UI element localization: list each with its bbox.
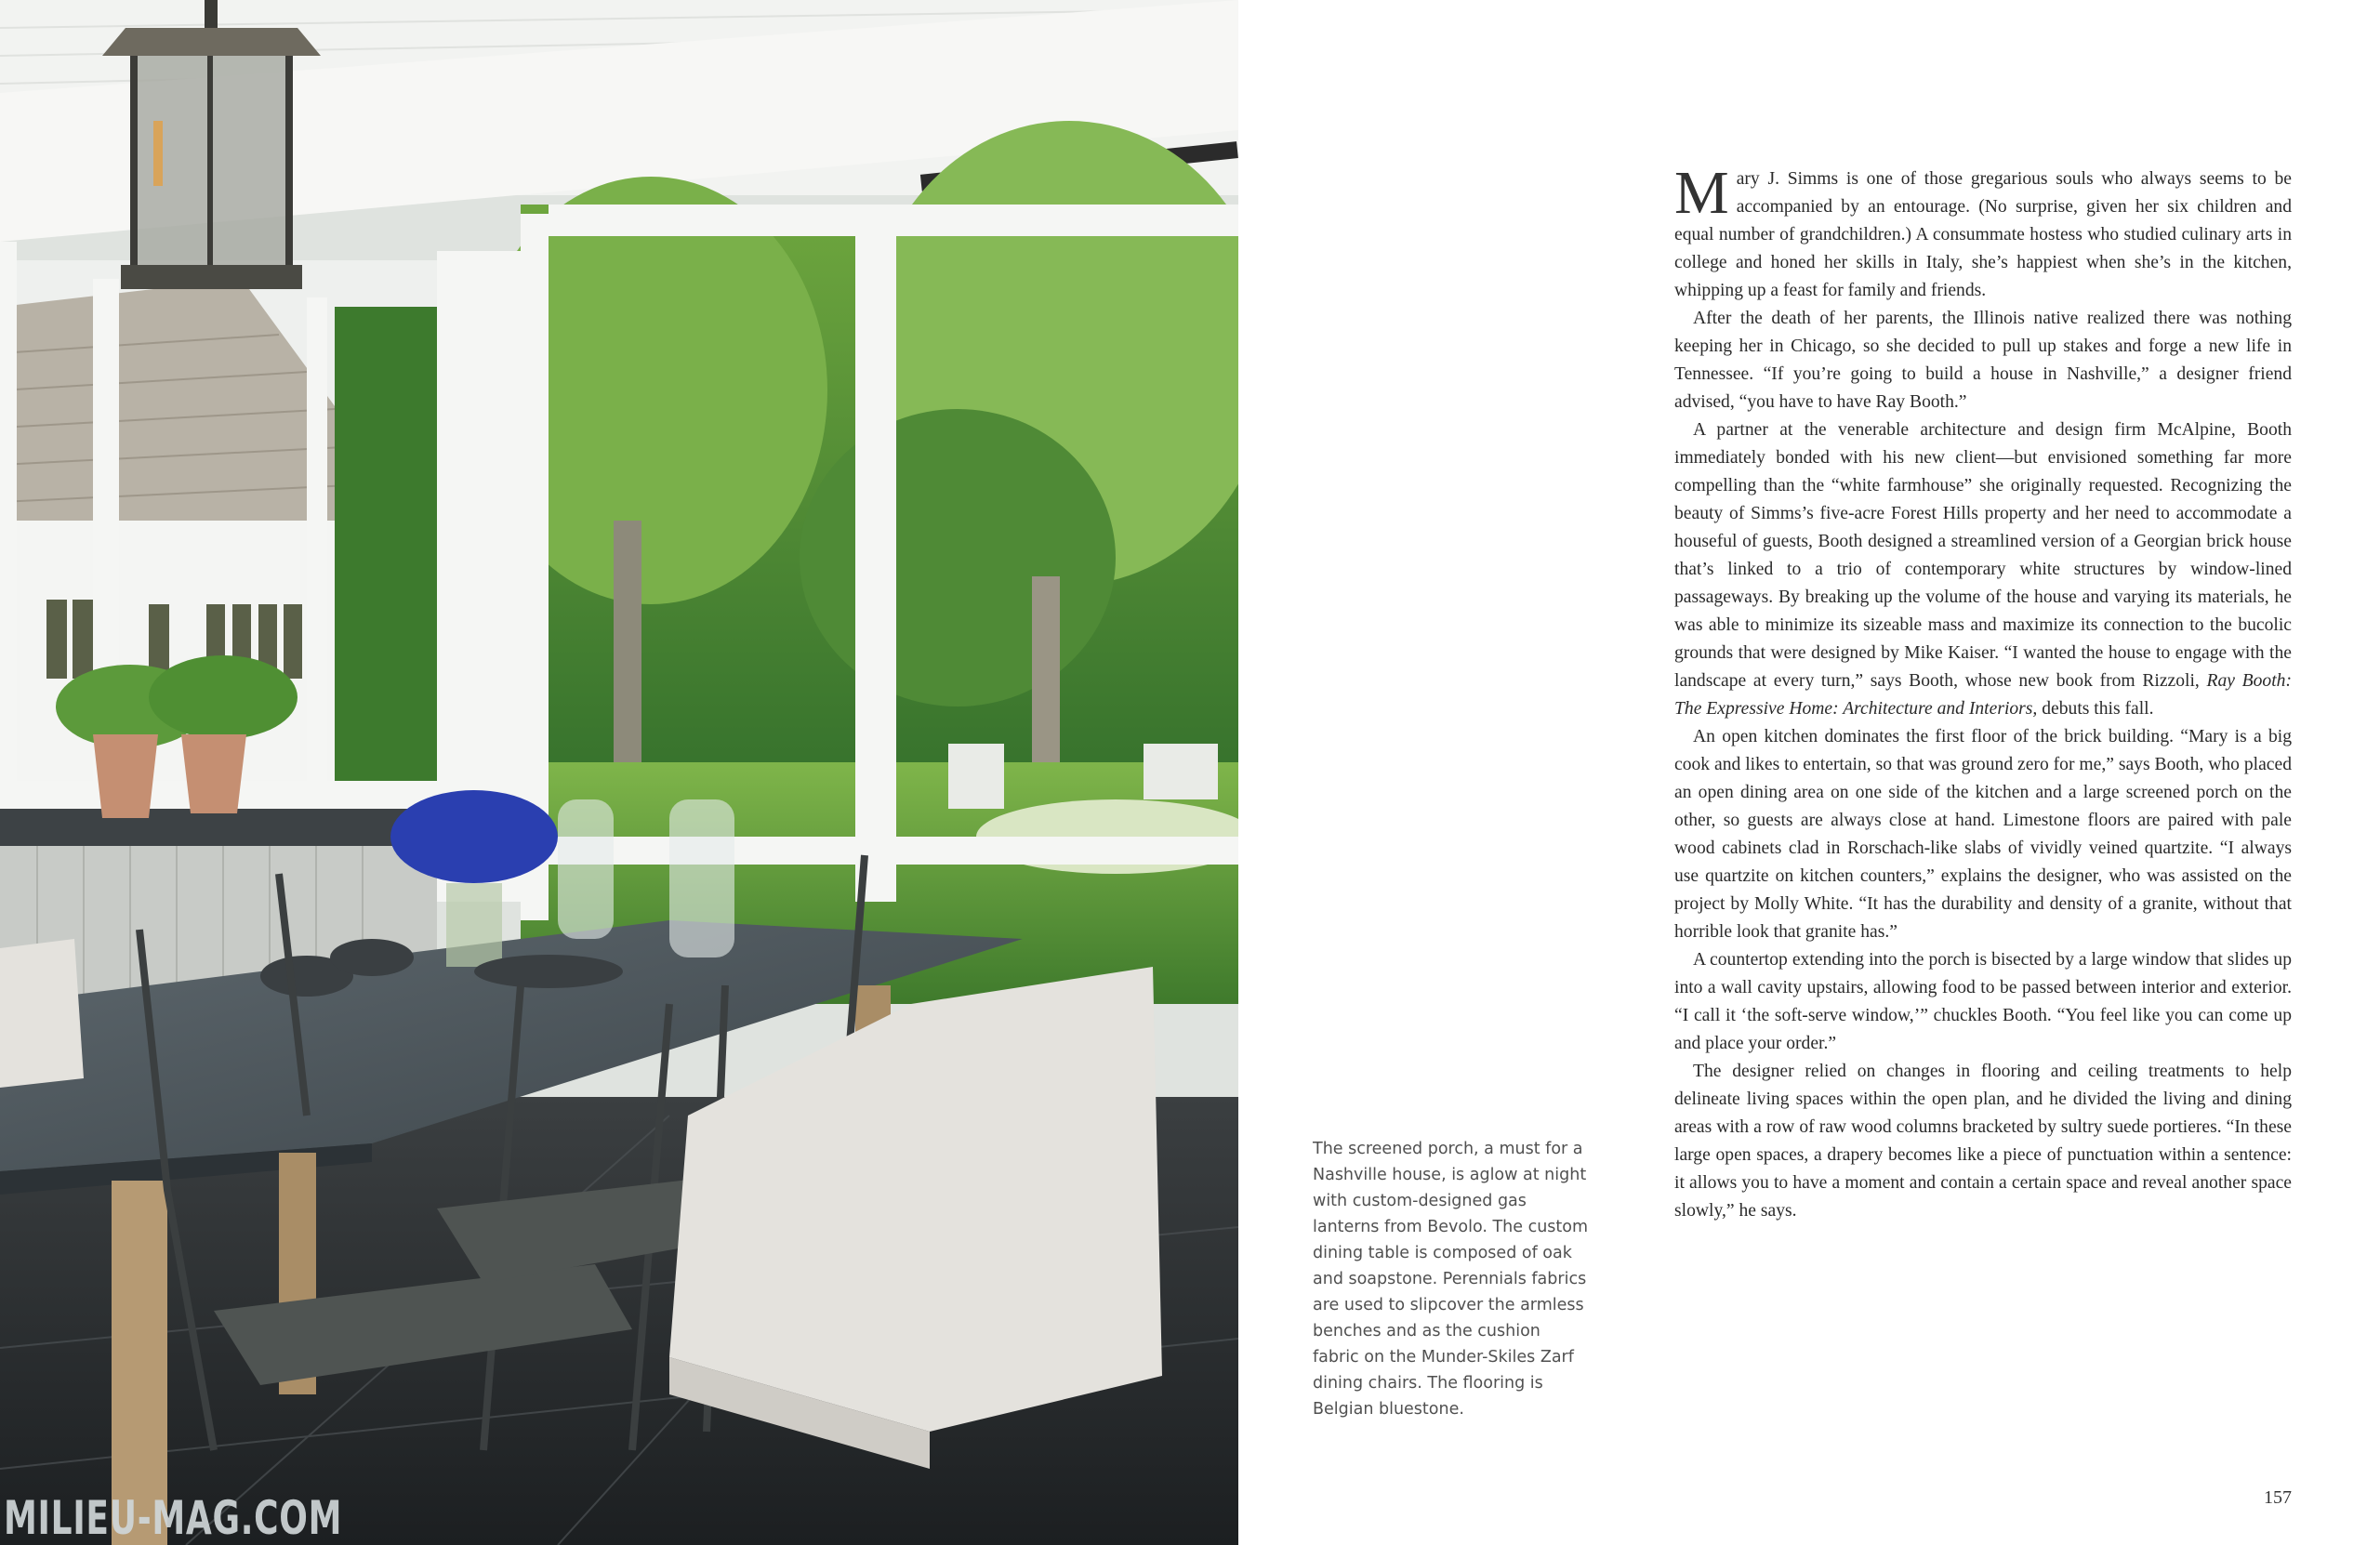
- drop-cap: M: [1674, 159, 1729, 227]
- photo-caption: [1313, 1136, 1592, 1422]
- article-paragraph-2: After the death of her parents, the Illinois native realized there was nothing keeping her in Chicago, so she decided to pull up stakes and forge a new life in Tennessee. “If you’re going to build a house in Nashville,” a designer friend advised, “you have to have Ray Booth.”: [1674, 309, 2292, 412]
- article-paragraph-1: [1674, 159, 2292, 305]
- paragraph-3-text-a: A partner at the venerable architecture and design firm McAlpine, Booth immediately bonded with his new client—but envisioned something far more compelling than the “white farmhouse” she originally requested. Recognizing the beauty of Simms’s five-acre Forest Hills property and her need to accommodate a houseful of guests, Booth designed a streamlined version of a Georgian brick house that’s linked to a trio of contemporary white structures by window-lined passageways. By breaking up the volume of the house and varying its materials, he was able to minimize its sizeable mass and maximize its connection to the bucolic grounds that were designed by Mike Kaiser. “I wanted the house to engage with the landscape at every turn,” says Booth, whose new book from Rizzoli,: [1674, 420, 2292, 691]
- page-number: 157: [2264, 1487, 2292, 1508]
- paragraph-1-text: ary J. Simms is one of those gregarious souls who always seems to be accompanied by an entourage. (No surprise, given her six children and equal number of grandchildren.) A consummate hostess who studied culinary arts in college and honed her skills in Italy, she’s happiest when she’s in the kitchen, whipping up a feast for family and friends.: [1674, 169, 2292, 300]
- caption-text: The screened porch, a must for a Nashville house, is aglow at night with custom-designed gas lanterns from Bevolo. The custom dining table is composed of oak and soapstone. Perennials fabrics are used to slipcover the armless benches and as the cushion fabric on the Munder-Skiles Zarf dining chairs. The flooring is Belgian bluestone.: [1313, 1140, 1589, 1419]
- article-paragraph-5: A countertop extending into the porch is bisected by a large window that slides up into a wall cavity upstairs, allowing food to be passed between interior and exterior. “I call it ‘the soft-serve window,’” chuckles Booth. “You feel like you can come up and place your order.”: [1674, 950, 2292, 1053]
- article-paragraph-3: [1674, 416, 2292, 723]
- paragraph-3-text-b: debuts this fall.: [2037, 699, 2154, 719]
- book-title: Ray Booth: The Expressive Home: Architecture and Interiors,: [1674, 671, 2292, 719]
- article-paragraph-4: An open kitchen dominates the first floor of the brick building. “Mary is a big cook and likes to entertain, so that was ground zero for me,” says Booth, who placed an open dining area on one side of the kitchen and a large screened porch on the other, so guests are always close at hand. Limestone floors are paired with pale wood cabinets clad in Rorschach-like slabs of vividly veined quartzite. “I always use quartzite on kitchen counters,” explains the designer, who was assisted on the project by Molly White. “It has the durability and density of a granite, without that horrible look that granite has.”: [1674, 727, 2292, 942]
- article-paragraph-6: The designer relied on changes in flooring and ceiling treatments to help delineate living spaces within the open plan, and he divided the living and dining areas with a row of raw wood columns bracketed by sultry suede portieres. “In these large open spaces, a drapery becomes like a piece of punctuation within a sentence: it allows you to have a moment and contain a certain space and reveal another space slowly,” he says.: [1674, 1062, 2292, 1221]
- watermark: MILIEU-MAG.COM: [4, 1491, 343, 1545]
- article-body: [1674, 159, 2292, 1225]
